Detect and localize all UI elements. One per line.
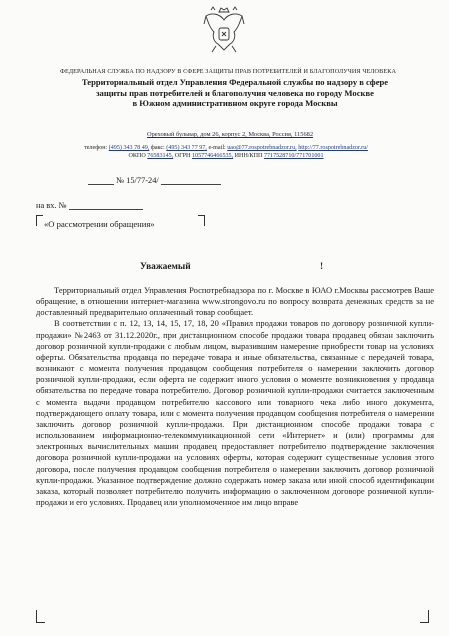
greeting-end: ! bbox=[320, 262, 324, 272]
subject-line: «О рассмотрении обращения» bbox=[44, 219, 155, 229]
outgoing-number-line bbox=[88, 175, 221, 185]
bottom-corner-left bbox=[36, 610, 45, 623]
body-paragraph: В соответствии с п. 12, 13, 14, 15, 17, 18, 20 «Правил продажи товаров по договору розничной купли- продажи» №2463 от 31.12.2020г., при дистанционном способе продажи товара продавец обязан заключить договор розничной купли-продажи с любым лицом, выразившим намерение приобрести товар на условиях оферты. Обязательства продавца по передаче товара и иные обязательства, связанные с передачей товара, возникают с момента получения продавцом сообщения потребителя о намерении заключить договор розничной купли-продажи, если оферта не содержит иного условия о моменте возникновения у продавца обязательства по передаче товара потребителю. Договор розничной купли-продажи считается заключенным с момента выдачи продавцом потребителю кассового или товарного чека либо иного документа, подтверждающего оплату товара, или с момента получения продавцом сообщения потребителя о намерении заключить договор розничной купли-продажи. При дистанционном способе продажи товара с использованием информационно-телекоммуникационной сети «Интернет» и (или) программы для электронных вычислительных машин продавец предоставляет потребителю подтверждение заключения договора розничной купли-продажи на условиях оферты, которая содержит существенные условия этого договора, после получения продавцом сообщения потребителя о намерении заключить договор розничной купли-продажи. Указанное подтверждение должно содержать номер заказа или иной способ идентификации заказа, который позволяет потребителю получить информацию о заключенном договоре розничной купли-продажи и его условиях. Продавец или уполномоченное им лицо вправе bbox=[36, 318, 434, 507]
email-label: e-mail: bbox=[208, 145, 226, 151]
okpo-label: ОКПО bbox=[128, 153, 146, 159]
title-line: Территориальный отдел Управления Федеральной службы по надзору в сфере bbox=[81, 77, 389, 87]
inn-value: 7717528710/771701001 bbox=[263, 153, 324, 159]
greeting bbox=[140, 262, 360, 272]
website-link[interactable]: http://77.rospotrebnadzor.ru/ bbox=[298, 145, 368, 151]
okpo-value: 76583145, bbox=[147, 153, 174, 159]
incoming-ref-label: на вх. № bbox=[36, 201, 67, 210]
letter-body bbox=[36, 285, 434, 508]
incoming-ref-line bbox=[36, 200, 143, 210]
ogrn-label: ОГРН bbox=[174, 153, 191, 159]
greeting-text: Уважаемый bbox=[140, 262, 191, 272]
phone-label: телефон: bbox=[84, 145, 108, 151]
fax-number: (495) 343 77 97, bbox=[166, 145, 207, 151]
inn-label: ИНН/КПП bbox=[234, 153, 263, 159]
date-blank bbox=[88, 175, 114, 185]
coat-of-arms-emblem-icon bbox=[202, 6, 246, 56]
subject-corner-left bbox=[36, 215, 43, 226]
department-title bbox=[40, 77, 430, 109]
number-blank bbox=[161, 175, 221, 185]
title-line: защиты прав потребителей и благополучия человека по городу Москве bbox=[96, 87, 374, 98]
ogrn-value: 1057746466535, bbox=[191, 153, 234, 159]
bottom-corner-right bbox=[420, 610, 429, 623]
subject-corner-right bbox=[198, 215, 205, 226]
phone-number: (495) 343 78 49, bbox=[108, 145, 150, 151]
body-paragraph: Территориальный отдел Управления Роспотребнадзора по г. Москве в ЮАО г.Москвы рассмотрев Ваше обращение, в отношении интернет-магазина www.strongovo.ru по вопросу возврата денежных средств за не доставленный предварительно оплаченный товар сообщает. bbox=[36, 285, 434, 318]
email-link[interactable]: uao@77.rospotrebnadzor.ru, bbox=[227, 145, 297, 151]
fax-label: факс: bbox=[150, 145, 165, 151]
title-line: в Южном административном округе города Москвы bbox=[132, 98, 338, 108]
postal-address: Ореховый бульвар, дом 26, корпус 2, Москва, Россия, 115682 bbox=[146, 131, 314, 138]
incoming-ref-blank bbox=[69, 200, 143, 210]
agency-name-line: ФЕДЕРАЛЬНАЯ СЛУЖБА ПО НАДЗОРУ В СФЕРЕ ЗАЩИТЫ ПРАВ ПОТРЕБИТЕЛЕЙ И БЛАГОПОЛУЧИЯ ЧЕЛОВЕКА bbox=[59, 68, 397, 75]
contacts-block bbox=[6, 144, 446, 160]
outgoing-number: № 15/77-24/ bbox=[116, 176, 159, 185]
